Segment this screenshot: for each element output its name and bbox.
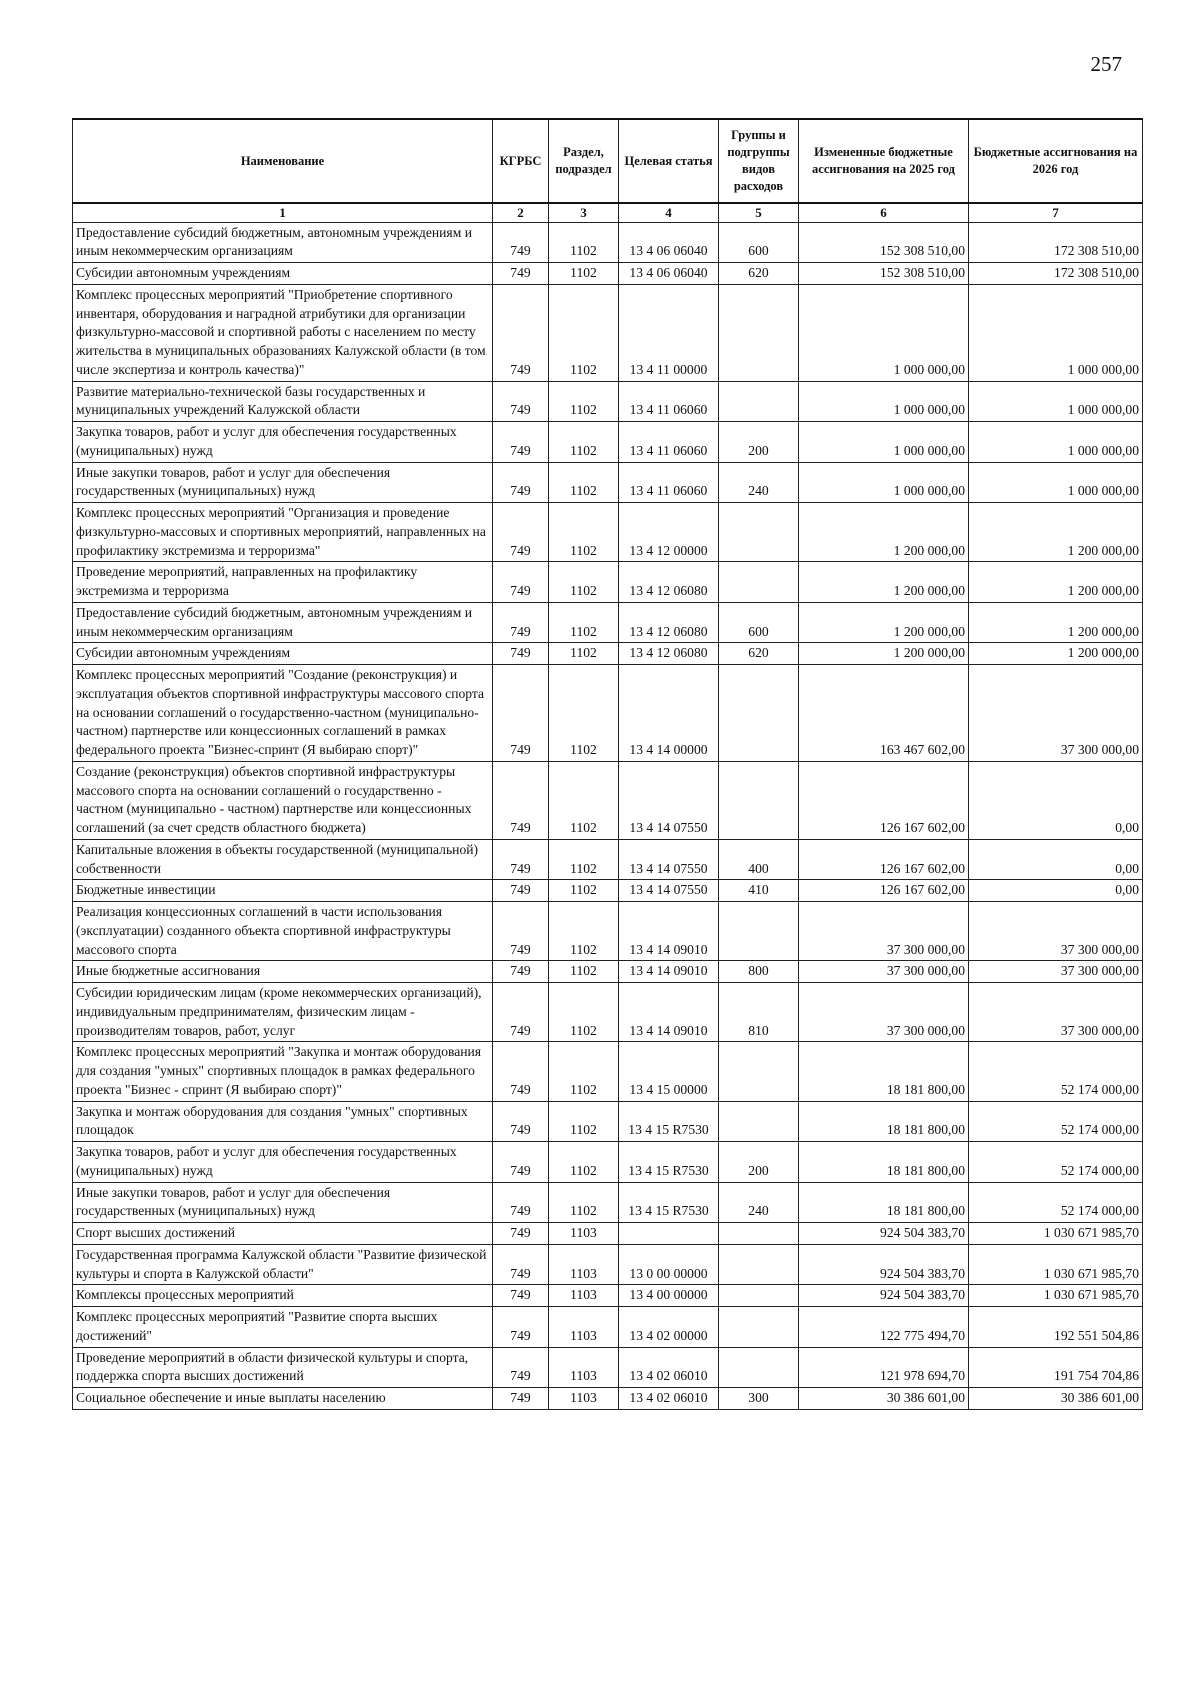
row-amount-2025: 1 000 000,00 [799,422,969,463]
row-amount-2025: 30 386 601,00 [799,1388,969,1410]
table-row [73,902,1143,961]
row-amount-2026: 1 000 000,00 [969,422,1143,463]
row-name: Капитальные вложения в объекты государственной (муниципальной) собственности [73,839,493,880]
row-vid: 240 [719,1182,799,1223]
row-amount-2026: 37 300 000,00 [969,902,1143,961]
row-name: Комплекс процессных мероприятий "Создание (реконструкция) и эксплуатация объектов спортивной инфраструктуры массового спорта на основании соглашений о государственно-частном (муниципально-частном) партнерстве или концессионных соглашений в рамках федерального проекта "Бизнес-спринт (Я выбираю спорт)" [73,665,493,762]
row-razdel: 1102 [549,839,619,880]
table-row [73,562,1143,603]
column-number: 4 [619,203,719,222]
row-statya: 13 4 14 09010 [619,961,719,983]
table-row [73,1223,1143,1245]
table-row [73,1101,1143,1142]
row-amount-2025: 126 167 602,00 [799,880,969,902]
row-kgrbs: 749 [493,1182,549,1223]
row-statya: 13 0 00 00000 [619,1244,719,1285]
row-name: Проведение мероприятий в области физической культуры и спорта, поддержка спорта высших достижений [73,1347,493,1388]
column-number: 1 [73,203,493,222]
row-name: Иные закупки товаров, работ и услуг для обеспечения государственных (муниципальных) нужд [73,462,493,503]
row-kgrbs: 749 [493,983,549,1042]
row-amount-2025: 18 181 800,00 [799,1182,969,1223]
row-kgrbs: 749 [493,1307,549,1348]
row-statya: 13 4 12 06080 [619,643,719,665]
row-amount-2025: 37 300 000,00 [799,961,969,983]
table-row [73,1285,1143,1307]
row-amount-2025: 1 200 000,00 [799,643,969,665]
row-vid [719,1244,799,1285]
row-razdel: 1102 [549,1101,619,1142]
row-statya: 13 4 11 06060 [619,381,719,422]
row-amount-2025: 18 181 800,00 [799,1142,969,1183]
row-vid [719,1347,799,1388]
table-row [73,839,1143,880]
row-statya: 13 4 15 00000 [619,1042,719,1101]
row-vid: 800 [719,961,799,983]
table-row [73,643,1143,665]
row-name: Реализация концессионных соглашений в части использования (эксплуатации) созданного объекта спортивной инфраструктуры массового спорта [73,902,493,961]
row-kgrbs: 749 [493,422,549,463]
row-amount-2025: 37 300 000,00 [799,983,969,1042]
row-name: Комплекс процессных мероприятий "Закупка и монтаж оборудования для создания "умных" спортивных площадок в рамках федерального проекта "Бизнес - спринт (Я выбираю спорт)" [73,1042,493,1101]
table-row [73,1388,1143,1410]
row-kgrbs: 749 [493,902,549,961]
row-amount-2026: 172 308 510,00 [969,222,1143,263]
row-razdel: 1102 [549,602,619,643]
row-amount-2026: 52 174 000,00 [969,1142,1143,1183]
row-kgrbs: 749 [493,643,549,665]
row-amount-2026: 37 300 000,00 [969,961,1143,983]
row-kgrbs: 749 [493,263,549,285]
row-razdel: 1102 [549,503,619,562]
row-vid: 400 [719,839,799,880]
row-amount-2025: 163 467 602,00 [799,665,969,762]
row-vid: 200 [719,422,799,463]
row-name: Комплекс процессных мероприятий "Развитие спорта высших достижений" [73,1307,493,1348]
row-razdel: 1102 [549,462,619,503]
row-statya: 13 4 06 06040 [619,263,719,285]
row-amount-2026: 1 200 000,00 [969,602,1143,643]
table-row [73,263,1143,285]
row-statya: 13 4 00 00000 [619,1285,719,1307]
table-row [73,1042,1143,1101]
row-amount-2026: 0,00 [969,761,1143,839]
row-amount-2025: 126 167 602,00 [799,761,969,839]
row-amount-2025: 1 000 000,00 [799,381,969,422]
row-name: Предоставление субсидий бюджетным, автономным учреждениям и иным некоммерческим организациям [73,222,493,263]
row-razdel: 1103 [549,1307,619,1348]
row-kgrbs: 749 [493,1347,549,1388]
row-amount-2026: 0,00 [969,839,1143,880]
row-kgrbs: 749 [493,462,549,503]
row-vid [719,1042,799,1101]
table-row [73,761,1143,839]
row-razdel: 1102 [549,880,619,902]
row-kgrbs: 749 [493,880,549,902]
row-razdel: 1102 [549,961,619,983]
column-number: 7 [969,203,1143,222]
row-amount-2025: 1 200 000,00 [799,602,969,643]
row-razdel: 1102 [549,902,619,961]
row-statya: 13 4 14 07550 [619,761,719,839]
table-row [73,462,1143,503]
row-vid [719,562,799,603]
table-row [73,602,1143,643]
row-amount-2026: 1 200 000,00 [969,643,1143,665]
row-amount-2026: 1 000 000,00 [969,284,1143,381]
row-amount-2025: 152 308 510,00 [799,263,969,285]
row-kgrbs: 749 [493,1244,549,1285]
row-kgrbs: 749 [493,562,549,603]
row-name: Проведение мероприятий, направленных на профилактику экстремизма и терроризма [73,562,493,603]
header-2026: Бюджетные ассигнования на 2026 год [969,119,1143,203]
row-amount-2025: 122 775 494,70 [799,1307,969,1348]
row-kgrbs: 749 [493,1285,549,1307]
row-kgrbs: 749 [493,1101,549,1142]
row-name: Закупка товаров, работ и услуг для обеспечения государственных (муниципальных) нужд [73,1142,493,1183]
row-statya: 13 4 14 07550 [619,839,719,880]
row-amount-2026: 1 000 000,00 [969,462,1143,503]
table-row [73,1142,1143,1183]
row-razdel: 1103 [549,1388,619,1410]
row-amount-2025: 1 000 000,00 [799,462,969,503]
row-name: Государственная программа Калужской области "Развитие физической культуры и спорта в Калужской области" [73,1244,493,1285]
row-razdel: 1103 [549,1347,619,1388]
row-razdel: 1103 [549,1285,619,1307]
row-name: Иные бюджетные ассигнования [73,961,493,983]
row-amount-2025: 37 300 000,00 [799,902,969,961]
row-vid [719,1285,799,1307]
table-row [73,961,1143,983]
row-razdel: 1102 [549,1182,619,1223]
row-razdel: 1102 [549,381,619,422]
row-vid [719,902,799,961]
row-vid: 600 [719,222,799,263]
column-numbers-row [73,203,1143,222]
column-number: 6 [799,203,969,222]
table-row [73,422,1143,463]
row-kgrbs: 749 [493,381,549,422]
row-statya: 13 4 14 07550 [619,880,719,902]
row-statya: 13 4 15 R7530 [619,1182,719,1223]
row-vid [719,381,799,422]
row-kgrbs: 749 [493,222,549,263]
row-vid: 810 [719,983,799,1042]
row-amount-2026: 52 174 000,00 [969,1182,1143,1223]
header-razdel: Раздел, подраздел [549,119,619,203]
row-razdel: 1102 [549,1042,619,1101]
column-number: 3 [549,203,619,222]
budget-allocation-table [72,118,1143,1410]
row-amount-2026: 52 174 000,00 [969,1042,1143,1101]
row-amount-2026: 1 030 671 985,70 [969,1285,1143,1307]
row-statya: 13 4 11 00000 [619,284,719,381]
row-name: Закупка товаров, работ и услуг для обеспечения государственных (муниципальных) нужд [73,422,493,463]
row-razdel: 1103 [549,1244,619,1285]
row-name: Развитие материально-технической базы государственных и муниципальных учреждений Калужской области [73,381,493,422]
row-vid: 410 [719,880,799,902]
header-kgrbs: КГРБС [493,119,549,203]
row-statya: 13 4 14 09010 [619,902,719,961]
row-razdel: 1102 [549,983,619,1042]
row-name: Предоставление субсидий бюджетным, автономным учреждениям и иным некоммерческим организациям [73,602,493,643]
header-name: Наименование [73,119,493,203]
row-kgrbs: 749 [493,1388,549,1410]
row-statya: 13 4 14 00000 [619,665,719,762]
row-name: Спорт высших достижений [73,1223,493,1245]
row-razdel: 1102 [549,263,619,285]
row-name: Субсидии автономным учреждениям [73,263,493,285]
row-amount-2026: 0,00 [969,880,1143,902]
table-row [73,983,1143,1042]
row-vid [719,665,799,762]
row-kgrbs: 749 [493,602,549,643]
row-amount-2025: 18 181 800,00 [799,1042,969,1101]
row-amount-2026: 1 000 000,00 [969,381,1143,422]
row-statya: 13 4 12 00000 [619,503,719,562]
row-amount-2026: 172 308 510,00 [969,263,1143,285]
table-body [73,222,1143,1409]
row-amount-2026: 30 386 601,00 [969,1388,1143,1410]
table-row [73,381,1143,422]
row-name: Субсидии автономным учреждениям [73,643,493,665]
row-amount-2025: 1 200 000,00 [799,503,969,562]
row-name: Комплексы процессных мероприятий [73,1285,493,1307]
row-amount-2026: 192 551 504,86 [969,1307,1143,1348]
row-amount-2026: 1 200 000,00 [969,562,1143,603]
header-2025: Измененные бюджетные ассигнования на 2025 год [799,119,969,203]
row-amount-2026: 191 754 704,86 [969,1347,1143,1388]
row-statya: 13 4 15 R7530 [619,1142,719,1183]
row-amount-2025: 924 504 383,70 [799,1285,969,1307]
row-vid [719,1101,799,1142]
row-amount-2026: 37 300 000,00 [969,665,1143,762]
table-header [73,119,1143,222]
row-razdel: 1102 [549,284,619,381]
column-number: 2 [493,203,549,222]
row-name: Социальное обеспечение и иные выплаты населению [73,1388,493,1410]
row-amount-2026: 1 200 000,00 [969,503,1143,562]
row-kgrbs: 749 [493,761,549,839]
row-vid [719,1223,799,1245]
row-razdel: 1102 [549,222,619,263]
row-vid: 240 [719,462,799,503]
row-vid [719,284,799,381]
row-name: Иные закупки товаров, работ и услуг для обеспечения государственных (муниципальных) нужд [73,1182,493,1223]
row-statya: 13 4 14 09010 [619,983,719,1042]
row-amount-2025: 121 978 694,70 [799,1347,969,1388]
row-statya: 13 4 02 06010 [619,1347,719,1388]
table-row [73,1182,1143,1223]
row-vid: 200 [719,1142,799,1183]
row-name: Закупка и монтаж оборудования для создания "умных" спортивных площадок [73,1101,493,1142]
table-row [73,1244,1143,1285]
column-number: 5 [719,203,799,222]
row-razdel: 1102 [549,422,619,463]
row-razdel: 1102 [549,1142,619,1183]
row-name: Субсидии юридическим лицам (кроме некоммерческих организаций), индивидуальным предпринимателям, физическим лицам - производителям товаров, работ, услуг [73,983,493,1042]
row-razdel: 1102 [549,761,619,839]
row-kgrbs: 749 [493,1223,549,1245]
row-statya: 13 4 15 R7530 [619,1101,719,1142]
table-row [73,222,1143,263]
row-vid [719,761,799,839]
row-kgrbs: 749 [493,503,549,562]
table-row [73,880,1143,902]
header-vid: Группы и подгруппы видов расходов [719,119,799,203]
table-row [73,1307,1143,1348]
row-kgrbs: 749 [493,961,549,983]
row-statya: 13 4 12 06080 [619,562,719,603]
row-razdel: 1103 [549,1223,619,1245]
row-statya: 13 4 11 06060 [619,422,719,463]
header-statya: Целевая статья [619,119,719,203]
row-statya: 13 4 02 06010 [619,1388,719,1410]
row-razdel: 1102 [549,665,619,762]
row-kgrbs: 749 [493,1042,549,1101]
table-row [73,665,1143,762]
row-kgrbs: 749 [493,1142,549,1183]
row-kgrbs: 749 [493,284,549,381]
row-name: Создание (реконструкция) объектов спортивной инфраструктуры массового спорта на основании соглашений о государственно - частном (муниципально - частном) партнерстве или концессионных соглашений (за счет средств областного бюджета) [73,761,493,839]
table-row [73,503,1143,562]
row-amount-2026: 1 030 671 985,70 [969,1223,1143,1245]
row-amount-2025: 126 167 602,00 [799,839,969,880]
row-amount-2025: 152 308 510,00 [799,222,969,263]
row-amount-2025: 1 000 000,00 [799,284,969,381]
row-razdel: 1102 [549,562,619,603]
row-name: Бюджетные инвестиции [73,880,493,902]
row-vid: 620 [719,263,799,285]
row-kgrbs: 749 [493,839,549,880]
row-statya: 13 4 12 06080 [619,602,719,643]
row-name: Комплекс процессных мероприятий "Организация и проведение физкультурно-массовых и спортивных мероприятий, направленных на профилактику экстремизма и терроризма" [73,503,493,562]
table-row [73,284,1143,381]
row-amount-2026: 1 030 671 985,70 [969,1244,1143,1285]
row-statya: 13 4 06 06040 [619,222,719,263]
row-name: Комплекс процессных мероприятий "Приобретение спортивного инвентаря, оборудования и наградной атрибутики для организации физкультурно-массовой и спортивной работы с населением по месту жительства в муниципальных образованиях Калужской области (в том числе экспертиза и контроль качества)" [73,284,493,381]
row-razdel: 1102 [549,643,619,665]
row-vid: 620 [719,643,799,665]
row-amount-2025: 18 181 800,00 [799,1101,969,1142]
row-statya: 13 4 02 00000 [619,1307,719,1348]
row-amount-2026: 37 300 000,00 [969,983,1143,1042]
row-amount-2025: 924 504 383,70 [799,1223,969,1245]
row-vid: 300 [719,1388,799,1410]
page-number: 257 [1090,52,1122,76]
row-amount-2025: 924 504 383,70 [799,1244,969,1285]
row-vid [719,503,799,562]
row-vid [719,1307,799,1348]
row-kgrbs: 749 [493,665,549,762]
row-statya [619,1223,719,1245]
table-row [73,1347,1143,1388]
row-statya: 13 4 11 06060 [619,462,719,503]
row-amount-2026: 52 174 000,00 [969,1101,1143,1142]
row-amount-2025: 1 200 000,00 [799,562,969,603]
row-vid: 600 [719,602,799,643]
